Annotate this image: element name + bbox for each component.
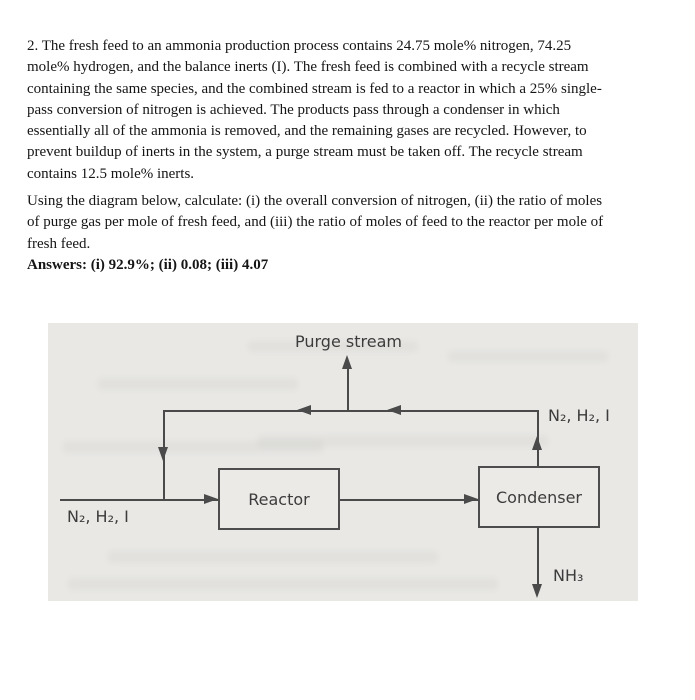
scan-artifact	[98, 378, 298, 390]
ammonia-outlet-line	[537, 526, 539, 586]
paragraph-2	[27, 191, 677, 276]
text-line: Using the diagram below, calculate: (i) the overall conversion of nitrogen, (ii) the ratio of moles	[27, 193, 603, 210]
text-line: pass conversion of nitrogen is achieved. The products pass through a condenser in which	[27, 101, 560, 118]
recycle-composition-label: N₂, H₂, I	[548, 406, 610, 425]
condenser-box	[478, 466, 600, 528]
process-flow-diagram	[48, 323, 638, 601]
recycle-arrow-left-icon	[297, 405, 311, 415]
recycle-arrow-left-icon	[387, 405, 401, 415]
recycle-arrow-down-icon	[158, 447, 168, 461]
text-line: containing the same species, and the combined stream is fed to a reactor in which a 25% single-	[27, 80, 602, 97]
paragraph-1	[27, 36, 677, 185]
reactor-label: Reactor	[248, 489, 310, 509]
text-line: prevent buildup of inerts in the system, a purge stream must be taken off. The recycle stream	[27, 144, 583, 161]
fresh-feed-line	[60, 499, 218, 501]
answers-line: Answers: (i) 92.9%; (ii) 0.08; (iii) 4.07	[27, 256, 269, 273]
gas-arrow-up-icon	[532, 436, 542, 450]
condenser-inlet-arrow-icon	[464, 494, 478, 504]
purge-stream-label: Purge stream	[295, 332, 402, 351]
scan-artifact	[448, 351, 608, 362]
ammonia-label: NH₃	[553, 566, 584, 585]
text-line: essentially all of the ammonia is removed, and the remaining gases are recycled. However, to	[27, 123, 587, 140]
reactor-outlet-line	[340, 499, 478, 501]
feed-arrow-right-icon	[204, 494, 218, 504]
text-line: mole% hydrogen, and the balance inerts (I). The fresh feed is combined with a recycle stream	[27, 59, 589, 76]
scan-artifact	[258, 435, 548, 447]
fresh-feed-composition-label: N₂, H₂, I	[67, 507, 129, 526]
scan-artifact	[68, 578, 498, 590]
text-line: contains 12.5 mole% inerts.	[27, 165, 195, 182]
problem-statement	[27, 36, 677, 276]
purge-arrow-up-icon	[342, 355, 352, 369]
text-line: fresh feed.	[27, 235, 91, 252]
reactor-box	[218, 468, 340, 530]
condenser-label: Condenser	[496, 487, 582, 507]
text-line: of purge gas per mole of fresh feed, and (iii) the ratio of moles of feed to the reactor per mole of	[27, 214, 604, 231]
scan-artifact	[108, 551, 438, 563]
ammonia-arrow-down-icon	[532, 584, 542, 598]
recycle-line	[164, 410, 539, 412]
text-line: 2. The fresh feed to an ammonia production process contains 24.75 mole% nitrogen, 74.25	[27, 38, 572, 54]
purge-stream-line	[347, 367, 349, 411]
